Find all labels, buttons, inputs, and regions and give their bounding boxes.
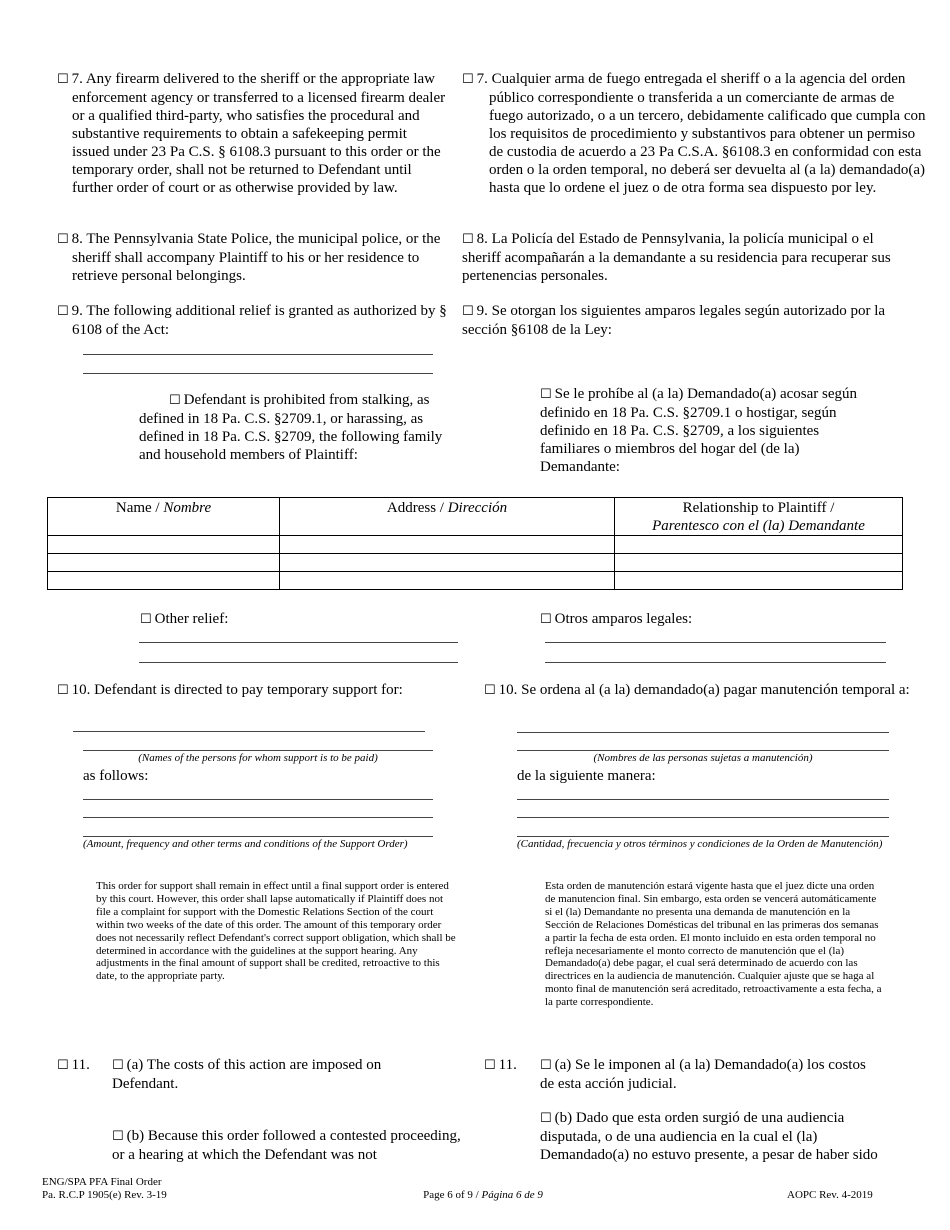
- item-11-es-checkbox[interactable]: ☐: [484, 1058, 496, 1073]
- support-names-line[interactable]: [517, 732, 889, 733]
- other-relief-en: ☐ Other relief:: [140, 611, 229, 627]
- table-header-row: [48, 498, 903, 536]
- table-cell[interactable]: [615, 572, 903, 590]
- item-11b-en-checkbox[interactable]: ☐: [112, 1129, 124, 1144]
- item-11a-en: ☐ (a) The costs of this action are imposed on Defendant.: [112, 1057, 382, 1092]
- item-11a-en-checkbox[interactable]: ☐: [112, 1058, 124, 1073]
- table-cell[interactable]: [615, 554, 903, 572]
- names-caption-en: (Names of the persons for whom support is to be paid): [138, 752, 378, 764]
- support-amount-line[interactable]: [83, 836, 433, 837]
- item-10-es: ☐ 10. Se ordena al (a la) demandado(a) pagar manutención temporal a:: [484, 682, 910, 698]
- table-cell[interactable]: [280, 554, 615, 572]
- table-row: [48, 572, 903, 590]
- item-11a-es: ☐ (a) Se le imponen al (a la) Demandado(a) los costos de esta acción judicial.: [540, 1057, 866, 1092]
- other-relief-es: ☐ Otros amparos legales:: [540, 611, 693, 627]
- support-amount-line[interactable]: [83, 817, 433, 818]
- item-10-es-checkbox[interactable]: ☐: [484, 683, 496, 698]
- support-amount-line[interactable]: [83, 799, 433, 800]
- stalking-es: ☐ Se le prohíbe al (a la) Demandado(a) acosar según definido en 18 Pa. C.S. §2709.1 o hostigar, según definido en 18 Pa. C.S. §2709, a los siguientes familiares o miembros del hogar del (de la) Demandante:: [540, 386, 858, 475]
- table-cell[interactable]: [48, 536, 280, 554]
- support-names-line[interactable]: [517, 750, 889, 751]
- relief-blank-line[interactable]: [83, 354, 433, 355]
- support-names-line[interactable]: [73, 731, 425, 732]
- support-amount-line[interactable]: [517, 799, 889, 800]
- item-9-en-checkbox[interactable]: ☐: [57, 304, 69, 319]
- other-relief-es-checkbox[interactable]: ☐: [540, 612, 552, 627]
- support-notice-es: Esta orden de manutención estará vigente hasta que el juez dicte una orden de manutencion final. Sin embargo, esta orden se vencerá automáticamente si el (la) Demandante no presenta una demanda de manutención en la Sección de Relaciones Domésticas del tribunal en las primeras dos semanas a partir la fecha de esta orden. El monto incluido en esta orden temporal no refleja necesariamente el monto correcto de manutención que el (la) Demandado(a) debe pagar, el cual será determinado de acuerdo con las directrices en la audiencia de manutención. Cualquier ajuste que se haga al monto final de manutención será acreditado, retroactivamente a esta fecha, a la parte correspondiente.: [545, 880, 882, 1009]
- other-relief-line[interactable]: [545, 662, 886, 663]
- column-header-relationship: Relationship to Plaintiff / Parentesco con el (la) Demandante: [615, 498, 903, 536]
- as-follows-en: as follows:: [83, 768, 149, 784]
- as-follows-es: de la siguiente manera:: [517, 768, 656, 784]
- other-relief-line[interactable]: [139, 662, 458, 663]
- table-row: [48, 554, 903, 572]
- item-9-en: ☐ 9. The following additional relief is granted as authorized by § 6108 of the Act:: [57, 303, 447, 338]
- names-caption-es: (Nombres de las personas sujetas a manutención): [593, 752, 813, 764]
- item-11b-es: ☐ (b) Dado que esta orden surgió de una audiencia disputada, o de una audiencia en la cual el (la) Demandado(a) no estuvo presente, a pesar de haber sido: [540, 1110, 878, 1163]
- other-relief-en-checkbox[interactable]: ☐: [140, 612, 152, 627]
- table-row: [48, 536, 903, 554]
- support-notice-en: This order for support shall remain in effect until a final support order is entered by this court. However, this order shall lapse automatically if Plaintiff does not file a complaint for support with the Domestic Relations Section of the court within two weeks of the date of this order. The amount of this temporary order does not necessarily reflect Defendant's correct support obligation, which shall be determined in accordance with the guidelines at the support hearing. Any adjustments in the final amount of support shall be credited, retroactive to this date, to the appropriate party.: [96, 880, 456, 983]
- footer-page-number: Page 6 of 9 / Página 6 de 9: [423, 1189, 543, 1201]
- item-11a-es-checkbox[interactable]: ☐: [540, 1058, 552, 1073]
- family-members-table: [47, 497, 903, 590]
- item-7-en-checkbox[interactable]: ☐: [57, 72, 69, 87]
- footer-form-id: ENG/SPA PFA Final Order Pa. R.C.P 1905(e) Rev. 3-19: [42, 1176, 167, 1201]
- table-cell[interactable]: [280, 536, 615, 554]
- stalking-en: ☐ Defendant is prohibited from stalking, as defined in 18 Pa. C.S. §2709.1, or harassing, as defined in 18 Pa. C.S. §2709, the following family and household members of Plaintiff:: [139, 392, 443, 463]
- column-header-address: Address / Dirección: [280, 498, 615, 536]
- item-9-es: ☐ 9. Se otorgan los siguientes amparos legales según autorizado por la sección §6108 de la Ley:: [462, 303, 886, 338]
- item-10-en-checkbox[interactable]: ☐: [57, 683, 69, 698]
- table-cell[interactable]: [615, 536, 903, 554]
- support-amount-line[interactable]: [517, 836, 889, 837]
- item-11-es-number: ☐ 11.: [484, 1057, 517, 1073]
- stalking-es-checkbox[interactable]: ☐: [540, 387, 552, 402]
- footer-revision: AOPC Rev. 4-2019: [787, 1189, 873, 1201]
- table-cell[interactable]: [48, 572, 280, 590]
- table-cell[interactable]: [48, 554, 280, 572]
- support-amount-line[interactable]: [517, 817, 889, 818]
- support-names-line[interactable]: [83, 750, 433, 751]
- item-7-en: ☐ 7. Any firearm delivered to the sheriff or the appropriate law enforcement agency or transferred to a licensed firearm dealer or a qualified third-party, who satisfies the procedural and substantive requirements to obtain a safekeeping permit issued under 23 Pa C.S. § 6108.3 pursuant to this order or the temporary order, shall not be returned to Defendant until further order of court or as otherwise provided by law.: [57, 71, 446, 196]
- item-10-en: ☐ 10. Defendant is directed to pay temporary support for:: [57, 682, 403, 698]
- amount-caption-en: (Amount, frequency and other terms and conditions of the Support Order): [83, 838, 408, 850]
- relief-blank-line[interactable]: [83, 373, 433, 374]
- other-relief-line[interactable]: [139, 642, 458, 643]
- item-11b-en: ☐ (b) Because this order followed a contested proceeding, or a hearing at which the Defendant was not: [112, 1128, 461, 1163]
- other-relief-line[interactable]: [545, 642, 886, 643]
- item-9-es-checkbox[interactable]: ☐: [462, 304, 474, 319]
- item-8-es-checkbox[interactable]: ☐: [462, 232, 474, 247]
- column-header-name: Name / Nombre: [48, 498, 280, 536]
- table-cell[interactable]: [280, 572, 615, 590]
- item-11-en-number: ☐ 11.: [57, 1057, 90, 1073]
- stalking-en-checkbox[interactable]: ☐: [169, 393, 181, 408]
- item-8-en-checkbox[interactable]: ☐: [57, 232, 69, 247]
- item-8-en: ☐ 8. The Pennsylvania State Police, the municipal police, or the sheriff shall accompany Plaintiff to his or her residence to retrieve personal belongings.: [57, 231, 441, 284]
- item-7-es-checkbox[interactable]: ☐: [462, 72, 474, 87]
- item-11-en-checkbox[interactable]: ☐: [57, 1058, 69, 1073]
- item-11b-es-checkbox[interactable]: ☐: [540, 1111, 552, 1126]
- amount-caption-es: (Cantidad, frecuencia y otros términos y condiciones de la Orden de Manutención): [517, 838, 883, 850]
- item-7-es: ☐ 7. Cualquier arma de fuego entregada el sheriff o a la agencia del orden público correspondiente o transferida a un comerciante de armas de fuego autorizado, o a un tercero, debidamente calificado que cumpla con los requisitos de procedimiento y substantivos para obtener un permiso de custodia de acuerdo a 23 Pa C.S.A. §6108.3 en conformidad con esta orden o la orden temporal, no deberá ser devuelta al (a la) demandado(a) hasta que lo ordene el juez o de otra forma sea dispuesto por ley.: [462, 71, 926, 196]
- item-8-es: ☐ 8. La Policía del Estado de Pennsylvania, la policía municipal o el sheriff acompañarán a la demandante a su residencia para recuperar sus pertenencias personales.: [462, 231, 891, 284]
